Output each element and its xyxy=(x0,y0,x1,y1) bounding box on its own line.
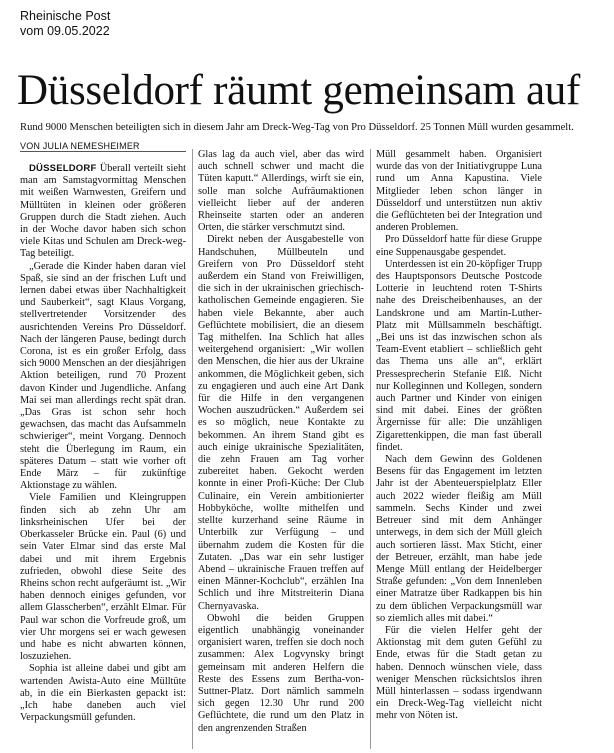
paragraph: Pro Düsseldorf hatte für diese Gruppe eine Suppenausgabe gespendet. xyxy=(376,234,542,258)
paragraph: Für die vielen Helfer geht der Aktionstag mit dem guten Gefühl zu Ende, etwas für die Stadt getan zu haben. Dennoch wünschen viele, dass weniger Menschen rücksichtslos ihren Müll hinterlassen – sodass irgendwann ein Dreck-Weg-Tag vielleicht nicht mehr von Nöten ist. xyxy=(376,624,542,722)
article-column-3 xyxy=(376,149,542,723)
paragraph: Viele Familien und Kleingruppen finden sich ab zehn Uhr am linksrheinischen Ufer bei der Oberkasseler Brücke ein. Paul (6) und sein Vater Elmar sind das erste Mal dabei und mit ihrem Ergebnis zufrieden, obwohl diese Seite des Rheins schon recht aufgeräumt ist. „Wir haben dennoch einiges gefunden, vor allem Glasscherben“, erzählt Elmar. Für Paul war schon die Vorfreude groß, um vier Uhr morgens sei er wach gewesen und habe es nicht abwarten können, loszuziehen. xyxy=(20,492,186,663)
paragraph: Obwohl die beiden Gruppen eigentlich unabhängig voneinander organisiert waren, treffen sie doch noch zusammen: Alex Logvynsky bringt gemeinsam mit anderen Helfern die Reste des Essens zum Bertha-von-Suttner-Platz. Dort nämlich sammeln sich gegen 12.30 Uhr rund 200 Geflüchtete, die rund um den Platz in den angrenzenden Straßen xyxy=(198,612,364,734)
source-info xyxy=(20,9,110,39)
paragraph-text: Überall verteilt sieht man am Samstagvormittag Menschen mit weißen Warnwesten, Greifern und Mülltüten in kleinen oder größeren Gruppen durch die Stadt ziehen. Auch in der Woche davor haben sich schon viele Kitas und Schulen am Dreck-weg-Tag beteiligt. xyxy=(20,163,186,260)
column-divider xyxy=(370,149,371,749)
column-divider xyxy=(192,149,193,749)
article-column-2 xyxy=(198,149,364,735)
publication-name: Rheinische Post xyxy=(20,9,111,23)
paragraph: Direkt neben der Ausgabestelle von Handschuhen, Müllbeuteln und Greifern von Pro Düsseldorf steht außerdem ein Stand von Freiwilligen, die sich in der ukrainischen griechisch-katholischen Gemeinde engagieren. Sie haben viele Bekannte, aber auch Geflüchtete mobilisiert, die an diesem Tag mithelfen. Ina Schlich hat alles weitergehend organisiert: „Wir wollen den Menschen, die hier aus der Ukraine ankommen, die Möglichkeit geben, sich zu engagieren und auch eine Art Dank für die Hilfe in den vergangenen Wochen auszudrücken.“ Außerdem sei es so möglich, neue Kontakte zu bekommen. An ihrem Stand gibt es auch einige ukrainische Spezialitäten, die zehn Frauen am Tag vorher zubereitet haben. Gekocht werden konnte in einer Profi-Küche: Der Club Culinaire, ein Verein ambitionierter Hobbyköche, wollte mithelfen und stellte kurzerhand seine Räume in Unterbilk zur Verfügung – und übernahm zudem die Kosten für die Zutaten. „Das war ein sehr lustiger Abend – ukrainische Frauen treffen auf einen Männer-Kochclub“, erzählen Ina Schlich und ihre Mitstreiterin Diana Chernyavaska. xyxy=(198,234,364,612)
paragraph: „Gerade die Kinder haben daran viel Spaß, sie sind an der frischen Luft und lernen dabei etwas über Nachhaltigkeit und Sauberkeit“, sagt Klaus Vorgang, stellvertretender Vorsitzender des ausrichtenden Vereins Pro Düsseldorf. Nach der längeren Pause, bedingt durch Corona, ist es ein großer Erfolg, dass sich 9000 Menschen an der diesjährigen Aktion beteiligen, rund 70 Prozent davon Kinder und Jugendliche. Anfang Mai sei man allerdings recht spät dran. „Das Gras ist schon sehr hoch gewachsen, das macht das Aufsammeln schwieriger“, meint Vorgang. Dennoch steht die Überlegung im Raum, ein späteres Datum – statt wie vorher oft Ende März – für zukünftige Aktionstage zu wählen. xyxy=(20,260,186,492)
paragraph: Glas lag da auch viel, aber das wird auch schnell schwer und macht die Tüten kaputt.“ Allerdings, wirft sie ein, solle man solche Aufräumaktionen vielleicht lieber auf der anderen Rheinseite starten oder an anderen Orten, die stärker verschmutzt sind. xyxy=(198,149,364,234)
byline-rule xyxy=(20,151,186,152)
publication-date: vom 09.05.2022 xyxy=(20,24,110,38)
paragraph xyxy=(20,163,186,261)
paragraph: Sophia ist alleine dabei und gibt am wartenden Awista-Auto eine Mülltüte ab, in die ein Bierkasten gepackt ist: „Ich habe daneben auch viel Verpackungsmüll gefunden. xyxy=(20,663,186,724)
dateline: DÜSSELDORF xyxy=(29,163,97,174)
subheadline: Rund 9000 Menschen beteiligten sich in diesem Jahr am Dreck-Weg-Tag von Pro Düsseldorf. 25 Tonnen Müll wurden gesammelt. xyxy=(20,122,574,133)
headline: Düsseldorf räumt gemeinsam auf xyxy=(17,67,580,114)
paragraph: Müll gesammelt haben. Organisiert wurde das von der Initiativgruppe Luna rund um Anna Kapustina. Viele Mitglieder leben schon länger in Düsseldorf und unterstützen nun aktiv die Geflüchteten bei der Integration und anderen Problemen. xyxy=(376,149,542,234)
paragraph: Nach dem Gewinn des Goldenen Besens für das Engagement im letzten Jahr ist der Abenteuerspielplatz Eller auch 2022 wieder fleißig am Müll sammeln. Sechs Kinder und zwei Betreuer sind mit dem Anhänger unterwegs, in dem sich der Müll gleich auch sortieren lässt. Max Sticht, einer der Betreuer, erzählt, man habe jede Menge Müll entlang der Heidelberger Straße gefunden: „Von dem Innenleben einer Matratze über Radkappen bis hin zu dem üblichen Verpackungsmüll war so ziemlich alles mit dabei.“ xyxy=(376,454,542,624)
paragraph: Unterdessen ist ein 20-köpfiger Trupp des Hauptsponsors Deutsche Postcode Lotterie in leuchtend roten T-Shirts nahe des Dreischeibenhauses, an der Landskrone und am Martin-Luther-Platz mit Müllsammeln beschäftigt. „Bei uns ist das inzwischen schon als Team-Event etabliert – schließlich geht das Thema uns alle an“, erklärt Pressesprecherin Stefanie Elß. Nicht nur Kolleginnen und Kollegen, sondern auch Partner und Kinder von einigen sind mit dabei. Eines der größten Ärgernisse für alle: Die unzähligen Zigarettenkippen, die man fast überall findet. xyxy=(376,258,542,453)
article-column-1 xyxy=(20,163,186,724)
byline: VON JULIA NEMESHEIMER xyxy=(20,141,140,151)
